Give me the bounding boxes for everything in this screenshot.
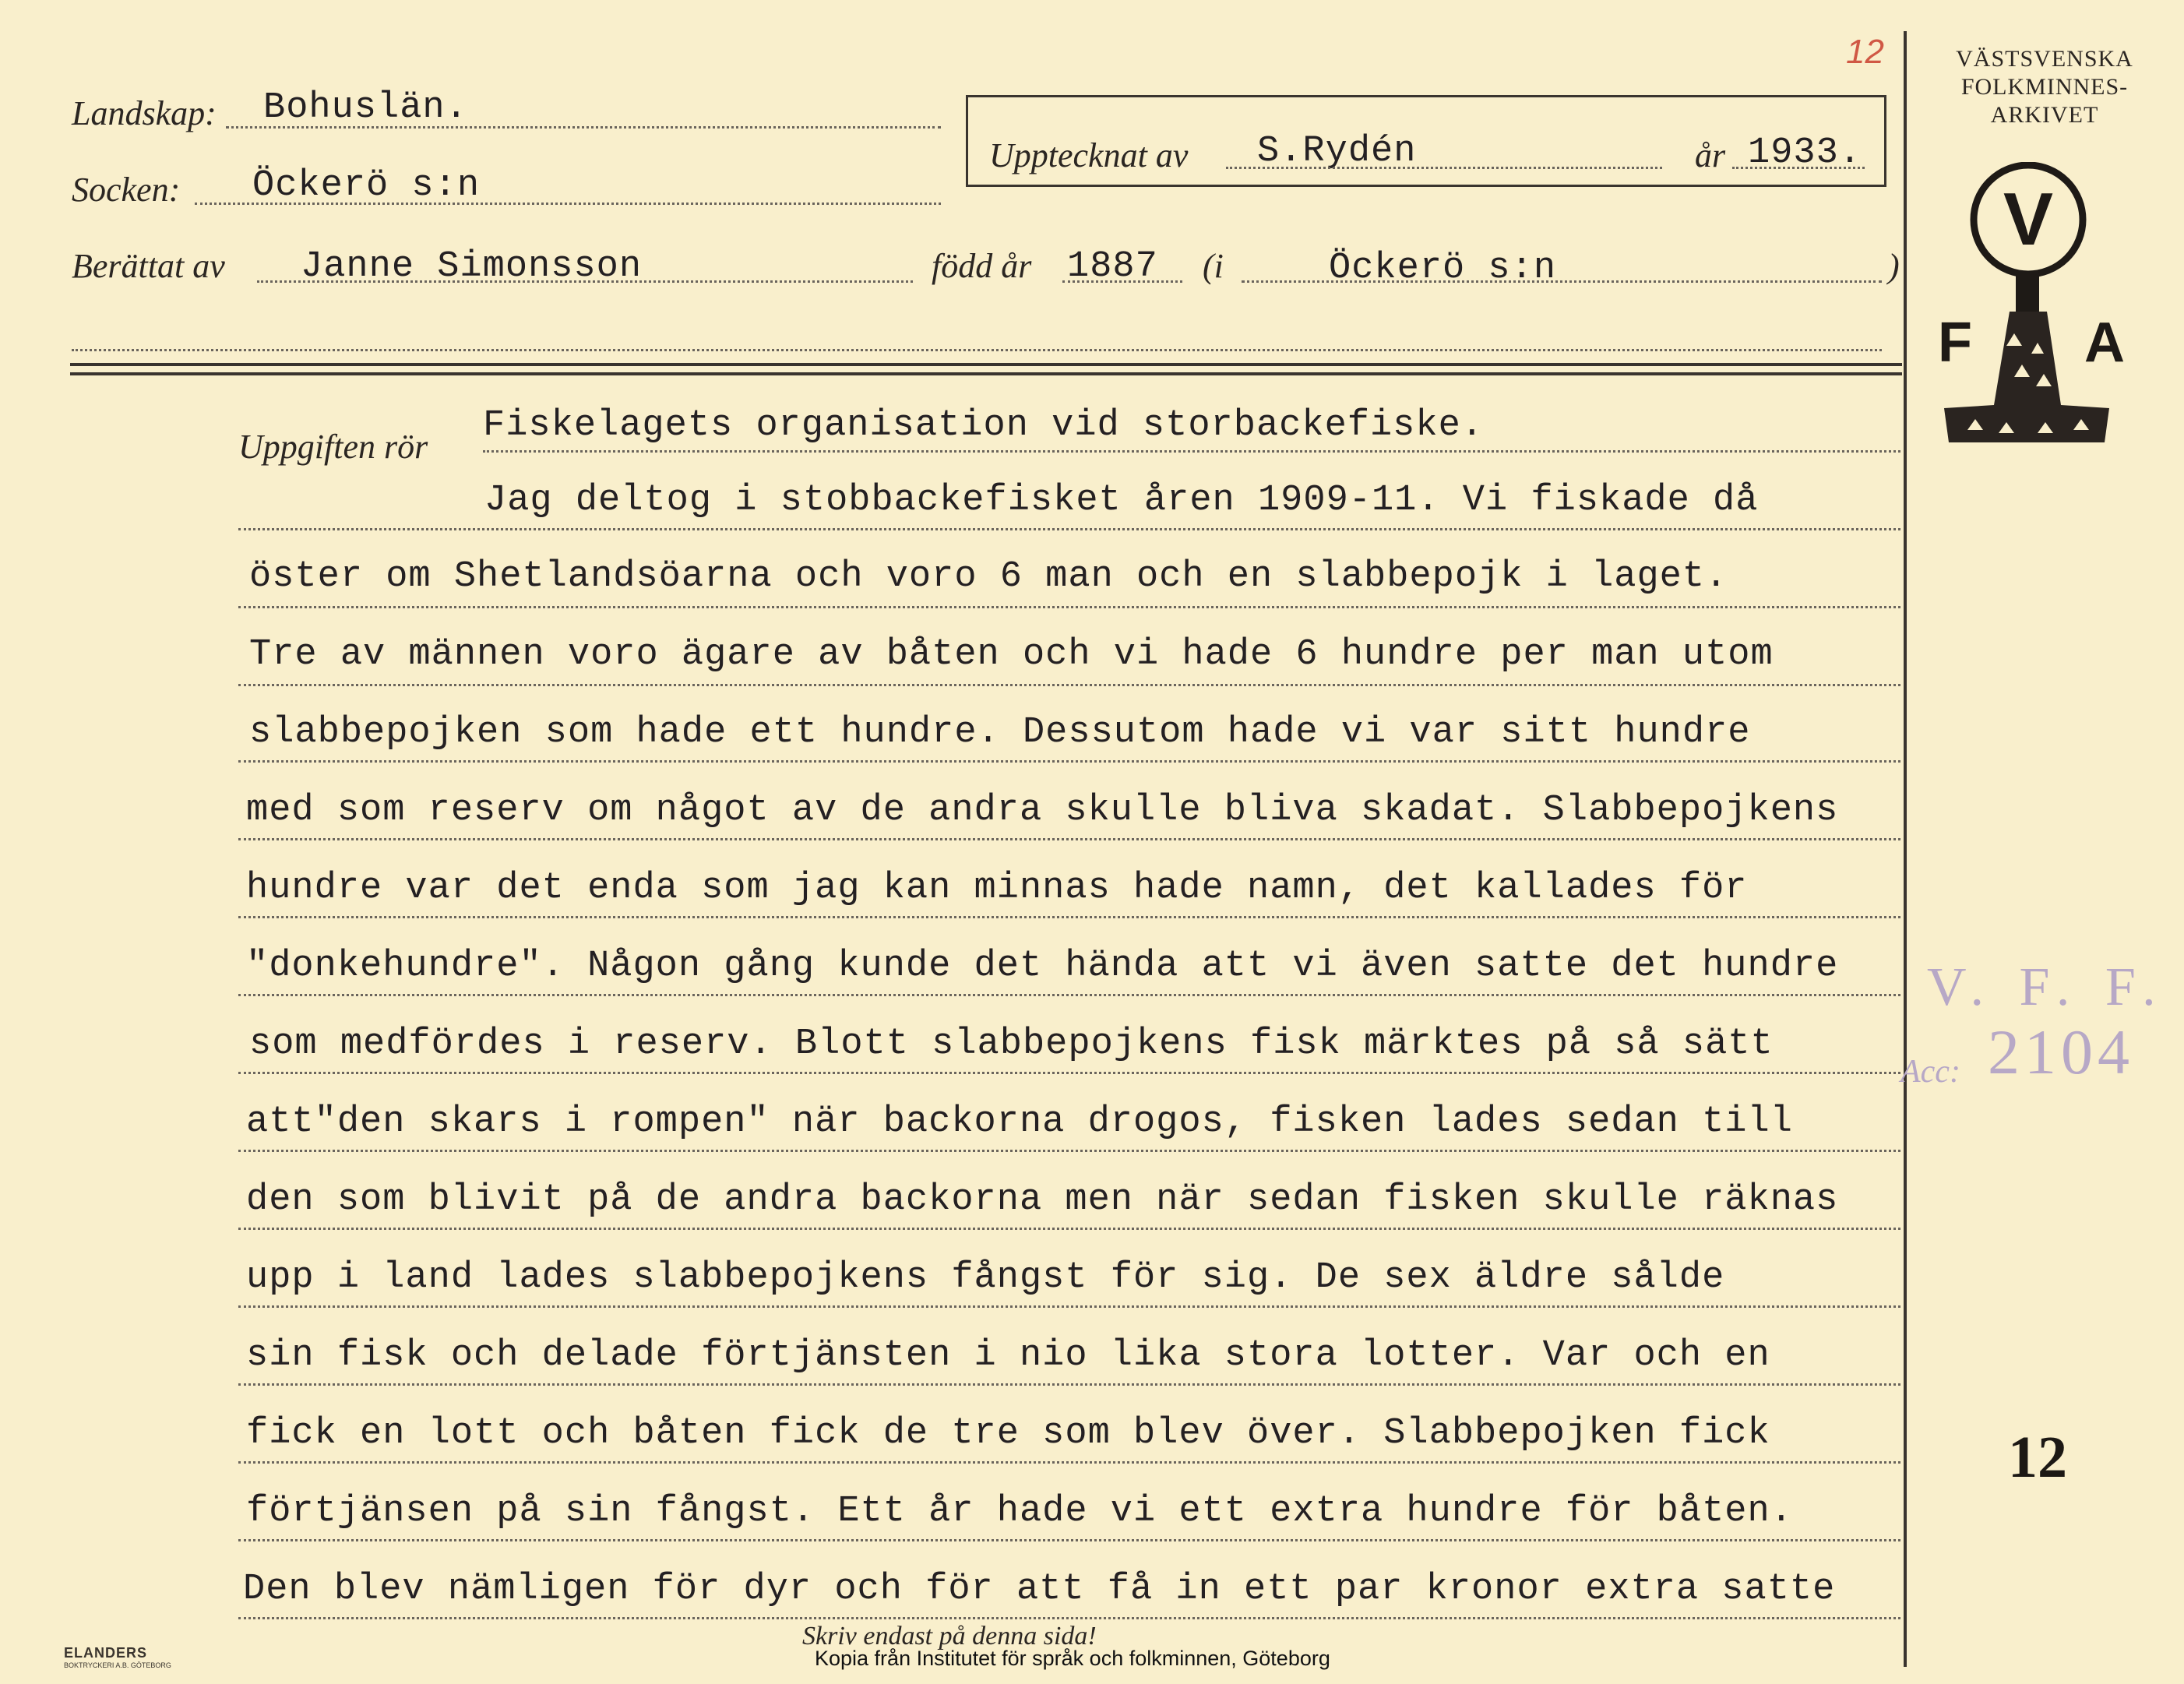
place-close: ) xyxy=(1888,247,1900,285)
typed-line: Tre av männen voro ägare av båten och vi hade 6 hundre per man utom xyxy=(249,634,1774,675)
printer-name: ELANDERS xyxy=(64,1645,148,1661)
typed-line: öster om Shetlandsöarna och voro 6 man och en slabbepojk i laget. xyxy=(249,556,1728,597)
typed-line-rule xyxy=(238,916,1900,918)
typed-line-rule xyxy=(238,1617,1900,1619)
blank-line xyxy=(72,349,1882,351)
landskap-line xyxy=(226,126,941,129)
ar-label: år xyxy=(1695,136,1726,174)
typed-line-rule xyxy=(238,684,1900,686)
acc-label: Acc: xyxy=(1900,1054,1960,1090)
socken-line xyxy=(195,203,941,205)
landskap-value: Bohuslän. xyxy=(263,87,468,129)
logo-v-letter: V xyxy=(2003,178,2054,261)
archive-logo-icon xyxy=(1929,162,2139,458)
fodd-label: född år xyxy=(932,247,1032,285)
acc-number: 2104 xyxy=(1988,1016,2134,1087)
berattat-label: Berättat av xyxy=(72,247,225,285)
typed-line-rule xyxy=(238,1072,1900,1074)
typed-line-rule xyxy=(238,1539,1900,1541)
place-line xyxy=(1242,280,1882,283)
typed-line: upp i land lades slabbepojkens fångst för sig. De sex äldre sålde xyxy=(246,1257,1725,1298)
typed-line: att"den skars i rompen" när backorna drogos, fisken lades sedan till xyxy=(246,1101,1793,1143)
uppgiften-line xyxy=(483,450,1900,453)
uppteck-value: S.Rydén xyxy=(1257,131,1417,172)
typed-line: förtjänsen på sin fångst. Ett år hade vi ett extra hundre för båten. xyxy=(246,1491,1793,1532)
fodd-line xyxy=(1062,280,1182,283)
archive-name-line2: FOLKMINNES- xyxy=(1960,74,2129,100)
logo-a-letter: A xyxy=(2084,312,2125,374)
archive-name-line3: ARKIVET xyxy=(1990,102,2099,128)
ar-line xyxy=(1732,167,1865,169)
typed-line-rule xyxy=(238,528,1900,530)
printer-sub: BOKTRYCKERI A.B. GÖTEBORG xyxy=(64,1661,171,1669)
typed-line: fick en lott och båten fick de tre som blev över. Slabbepojken fick xyxy=(246,1413,1770,1454)
typed-line: sin fisk och delade förtjänsten i nio lika stora lotter. Var och en xyxy=(246,1335,1770,1376)
footer-instruction: Skriv endast på denna sida! xyxy=(802,1622,1097,1651)
socken-value: Öckerö s:n xyxy=(252,165,481,206)
typed-line: Den blev nämligen för dyr och för att få in ett par kronor extra satte xyxy=(243,1569,1836,1610)
typed-line: med som reserv om något av de andra skulle bliva skadat. Slabbepojkens xyxy=(246,790,1839,831)
socken-label: Socken: xyxy=(72,171,181,209)
typed-line-rule xyxy=(238,838,1900,840)
berattat-value: Janne Simonsson xyxy=(301,246,643,287)
typed-line: "donkehundre". Någon gång kunde det hända att vi även satte det hundre xyxy=(246,946,1839,987)
typed-line-rule xyxy=(238,994,1900,996)
uppgiften-label: Uppgiften rör xyxy=(238,428,428,466)
berattat-line xyxy=(257,280,913,283)
typed-line-rule xyxy=(238,1150,1900,1152)
typed-line-rule xyxy=(238,1461,1900,1464)
header-rule-bottom xyxy=(70,372,1902,375)
typed-line-rule xyxy=(238,1305,1900,1308)
corner-mark: 12 xyxy=(1846,33,1884,71)
place-value: Öckerö s:n xyxy=(1329,248,1557,289)
typed-line: Jag deltog i stobbackefisket åren 1909-11. Vi fiskade då xyxy=(484,480,1759,521)
copy-note: Kopia från Institutet för språk och folkminnen, Göteborg xyxy=(815,1647,1330,1670)
logo-f-letter: F xyxy=(1938,312,1972,374)
landskap-label: Landskap: xyxy=(72,94,217,132)
typed-line: som medfördes i reserv. Blott slabbepojkens fisk märktes på så sätt xyxy=(249,1023,1774,1065)
typed-line-rule xyxy=(238,606,1900,608)
header-rule-top xyxy=(70,363,1902,366)
printer-imprint xyxy=(64,1645,171,1669)
typed-line-rule xyxy=(238,760,1900,763)
uppteck-label: Upptecknat av xyxy=(989,136,1189,174)
typed-line: den som blivit på de andra backorna men när sedan fisken skulle räknas xyxy=(246,1179,1839,1221)
vff-stamp: V. F. F. xyxy=(1927,957,2167,1017)
place-open: (i xyxy=(1203,247,1224,285)
typed-line: hundre var det enda som jag kan minnas hade namn, det kallades för xyxy=(246,868,1748,909)
typed-line-rule xyxy=(238,1383,1900,1386)
uppgiften-value: Fiskelagets organisation vid storbackefiske. xyxy=(483,405,1485,446)
page-number: 12 xyxy=(2008,1425,2067,1490)
archive-column-rule xyxy=(1904,31,1907,1667)
typed-line: slabbepojken som hade ett hundre. Dessutom hade vi var sitt hundre xyxy=(249,712,1751,753)
ar-value: 1933. xyxy=(1748,132,1862,174)
archive-name-line1: VÄSTSVENSKA xyxy=(1956,46,2133,72)
fodd-value: 1887 xyxy=(1067,246,1158,287)
uppteck-line xyxy=(1226,167,1662,169)
typed-line-rule xyxy=(238,1228,1900,1230)
